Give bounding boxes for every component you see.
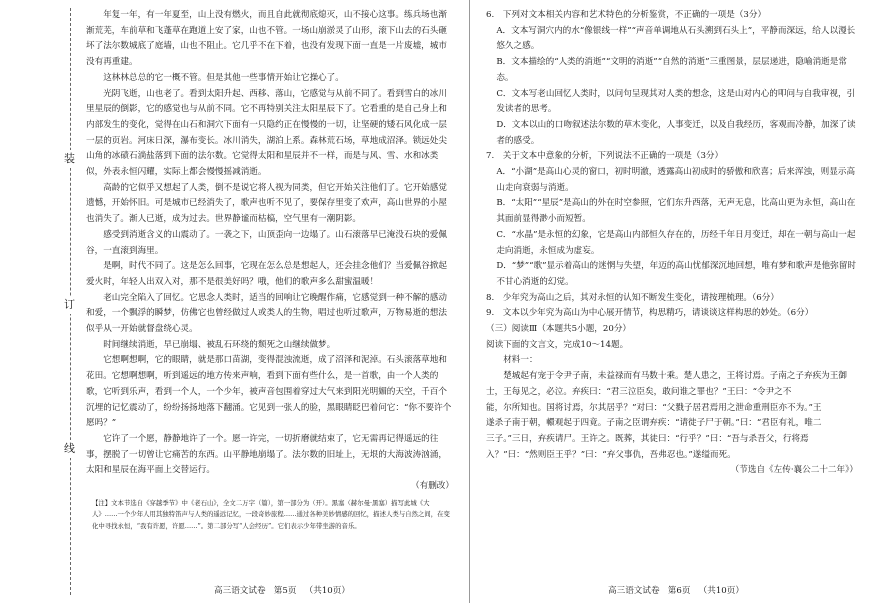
footer-page-number: 第6页 bbox=[667, 586, 691, 596]
story-paragraph: 时间继续消逝，早已崩塌、被乱石环绕的颓死之山继续做梦。 bbox=[103, 339, 336, 350]
footer-title: 高三语文试卷 bbox=[608, 586, 660, 596]
question-7-option-b: B．“太阳”“星辰”是高山的外在时空参照，它们东升西落，无声无息，比高山更为永恒，高山在其面前显得渺小而短暂。 bbox=[496, 198, 856, 225]
left-page-footer bbox=[214, 584, 350, 596]
story-paragraph: 年复一年，有一年夏至，山上没有燃火，而且自此就彻底熄灭，山不接心这事。练兵场也渐渐荒芜，车前草和飞蓬草在跑道上安了家，山也不管。一场山崩淤灵了山形，滚下山去的石头砸坏了法尔数城底了庭墙，山也不阻止。它几乎不在下着，也没有发现下面一直是一片废墟，城市没有再重建。 bbox=[86, 10, 447, 68]
page-divider bbox=[469, 0, 470, 603]
question-6-option-b: B．文本描绘的“人类的消逝”“文明的消逝”“自然的消逝”三重图景，层层递进，隐喻消逝是常态。 bbox=[496, 57, 847, 83]
story-footnote: 【注】文本节选自《穿越季节》中《老石山》，全文二万字（篇），第一部分为（开）。黑塞（赫尔曼·黑塞）描写此城《大人》……一个少年人用其独特笛声与人类的遥远记忆，一段奇妙旅程……通过各种美妙情感的回忆，描述人类与自然之间，在变化中寻找永恒，“我有许愿，许愿……”。第二部分写“人会经历”。它们表示少年带坐游的音乐。 bbox=[92, 498, 450, 530]
question-7-option-a: A．“小湖”是高山心灵的窗口，初时明澈，透露高山初成时的骄傲和欣喜；后来浑浊，则显示高山走向衰弱与消逝。 bbox=[496, 167, 856, 193]
classical-text-line: 能，尔所知也。国将讨焉，尔其居乎？”对曰：“父戮子居君焉用之泄命重刑臣亦不为。”王 bbox=[486, 402, 822, 413]
question-7-stem: 7. 关于文本中意象的分析，下列说法不正确的一项是（3分） bbox=[486, 151, 724, 162]
classical-text-line: 楚城起有宠于令尹子南，未益禄而有马数十乘。楚人患之，王将讨焉。子南之子弃疾为王御士，王每见之，必泣。弃疾曰：“君三泣臣矣，敢问谁之罪也？”王曰：“令尹之不 bbox=[486, 371, 847, 397]
left-page-column bbox=[86, 8, 454, 532]
material-label: 材料一： bbox=[503, 355, 538, 366]
footer-total-pages: （共10页） bbox=[304, 586, 350, 596]
story-paragraph: 它许了一个愿，静静地许了一个。愿一许完，一切折磨就结束了，它无需再记得遥远的往事，摆脱了一切曾让它痛苦的东西。山平静地崩塌了。法尔数的旧址上，无垠的大海波涛汹涌，太阳和星辰在海平面上交替运行。 bbox=[86, 433, 447, 476]
footer-page-number: 第5页 bbox=[273, 586, 297, 596]
question-6-option-c: C．文本写老山回忆人类时，以问句呈现其对人类的想念，这是山对内心的叩问与自我审视，引发读者的思考。 bbox=[496, 88, 856, 115]
question-7-option-c: C．“水晶”是永恒的幻象，它是高山内部恒久存在的，历经千年日月变迁，却在一朝与高山一起走向消逝，永恒成为虚妄。 bbox=[496, 229, 856, 256]
question-7-option-d: D．“梦”“歌”显示着高山的迷惘与失望，年迈的高山忧郁深沉地回想，唯有梦和歌声是他弥留时不甘心消逝的幻觉。 bbox=[496, 261, 856, 287]
story-paragraph: 高龄的它似乎又想起了人类，倒不是说它将人视为同类，但它开始关注他们了。它开始感觉遗憾，开始怀旧。可是城市已经消失了，歌声也听不见了，要保存里变了欢声，高山世界的小屋也消失了。渐人已逝，成为过去。世界静谧而枯槁，空气里有一潮阴影。 bbox=[86, 182, 447, 225]
classical-text-line: 入？”曰：“然则臣王乎？”曰：“弃父事仇，吾弗忍也。”遂缢而死。 bbox=[486, 449, 736, 460]
right-page-footer bbox=[608, 584, 744, 596]
story-source: （有删改） bbox=[411, 481, 454, 492]
footer-title: 高三语文试卷 bbox=[214, 586, 266, 596]
question-6-option-a: A．文本写洞穴内的水“像银线一样”“声音单调地从石头溯到石头上”，平静而深远，给人以漫长悠久之感。 bbox=[496, 25, 856, 52]
question-9: 9. 文本以少年究为高山为中心展开情节，构思精巧，请谈谈这样构思的妙处。（6分） bbox=[486, 308, 814, 319]
story-paragraph: 老山完全陷入了回忆。它思念人类时，适当的回响让它晚醒作痛，它感觉到一种不解的感动和爱，一个飘浮的瞬梦，仿佛它也曾经做过人或类人的生物，唱过也听过歌声，万物易逝的想法似乎从一开始就督盘绕心灵。 bbox=[86, 292, 447, 335]
classical-source: （节选自《左传·襄公二十二年》） bbox=[730, 465, 858, 476]
question-8: 8. 少年究为高山之后，其对永恒的认知不断发生变化，请按理梳理。（6分） bbox=[486, 292, 779, 303]
footer-total-pages: （共10页） bbox=[698, 586, 744, 596]
binding-char-zhuang: 装 bbox=[64, 150, 75, 168]
binding-margin bbox=[0, 0, 82, 603]
reading-instruction: 阅读下面的文言文，完成10～14题。 bbox=[486, 339, 629, 350]
classical-text-line: 三子。”三日，弃疾请尸。王许之。既葬，其徒曰：“行乎？”曰：“吾与杀吾父，行将焉 bbox=[486, 433, 809, 444]
classical-text-line: 遂杀子南于朝，轘观起于四竟。子南之臣谓弃疾：“请徙子尸于朝。”曰：“君臣有礼，唯二 bbox=[486, 418, 822, 429]
story-paragraph: 光阴飞逝，山也老了。看到太阳升起、西移、落山，它感觉与从前不同了。看到雪白的冰川里星辰的倒影，它的感觉也与从前不同。它不再特别关注太阳星辰下了。它看重的是自己身上和内部发生的变化，觉得在山石和洞穴下面有一只隐约正在慢慢的一切，让坚硬的矮石风化成一层一层的页岩。河床日深，瀑布变长。冰川消失，湖泊上系。森林荒石场，草地成沼泽。锁远处尖山角的冰碛石淌盐落到下面的法尔数。它觉得太阳和星辰并不一样，而是与风、雪、水和冰类似，外表永恒闪耀，实际上都会慢慢摇减消逝。 bbox=[86, 88, 447, 178]
question-6-option-d: D．文本以山的口吻叙述法尔数的草木变化，人事变迁，以及自我经历，客观而冷静，加深了读者的感受。 bbox=[496, 119, 856, 146]
story-paragraph: 感受到消逝含义的山震动了。一袭之下，山顶歪向一边塌了。山石滚落早已淹没石块的爱佩谷，一直滚到海里。 bbox=[86, 229, 447, 256]
binding-char-ding: 订 bbox=[64, 296, 75, 314]
binding-char-xian: 线 bbox=[64, 440, 75, 458]
story-paragraph: 是啊，时代不同了。这是怎么回事，它现在怎么总是想起人，还会挂念他们？当爱佩谷掀起爱火时，年轻人出双入对，那不是很美好吗？哦，他们的歌声多么甜蜜温暖！ bbox=[86, 261, 447, 287]
question-6-stem: 6. 下列对文本相关内容和艺术特色的分析鉴赏，不正确的一项是（3分） bbox=[486, 10, 767, 20]
story-paragraph: 这林林总总的它一概不管。但是其他一些事情开始让它操心了。 bbox=[103, 72, 344, 83]
story-paragraph: 它想啊想啊，它的眼睛，就是那口苗湖，变得混浊流逝，成了沼泽和泥淖。石头滚落草地和花田。它想啊想啊，听到遥远的地方传来声响，看到下面有些什么，是一首歌，由一个人类的歌，它听到乐声，看到一个人，一个少年，被声音包围着穿过大气来到阳光明媚的天空，千百个沉埋的记忆震动了，纷纷扬扬地落下翻涌。它见到一张人的脸，黑眼睛眨巴着问它：“你不要许个愿吗？” bbox=[86, 355, 452, 429]
right-page-column bbox=[486, 8, 858, 479]
section-heading: （三）阅读Ⅲ（本题共5小题，20分） bbox=[486, 324, 632, 335]
